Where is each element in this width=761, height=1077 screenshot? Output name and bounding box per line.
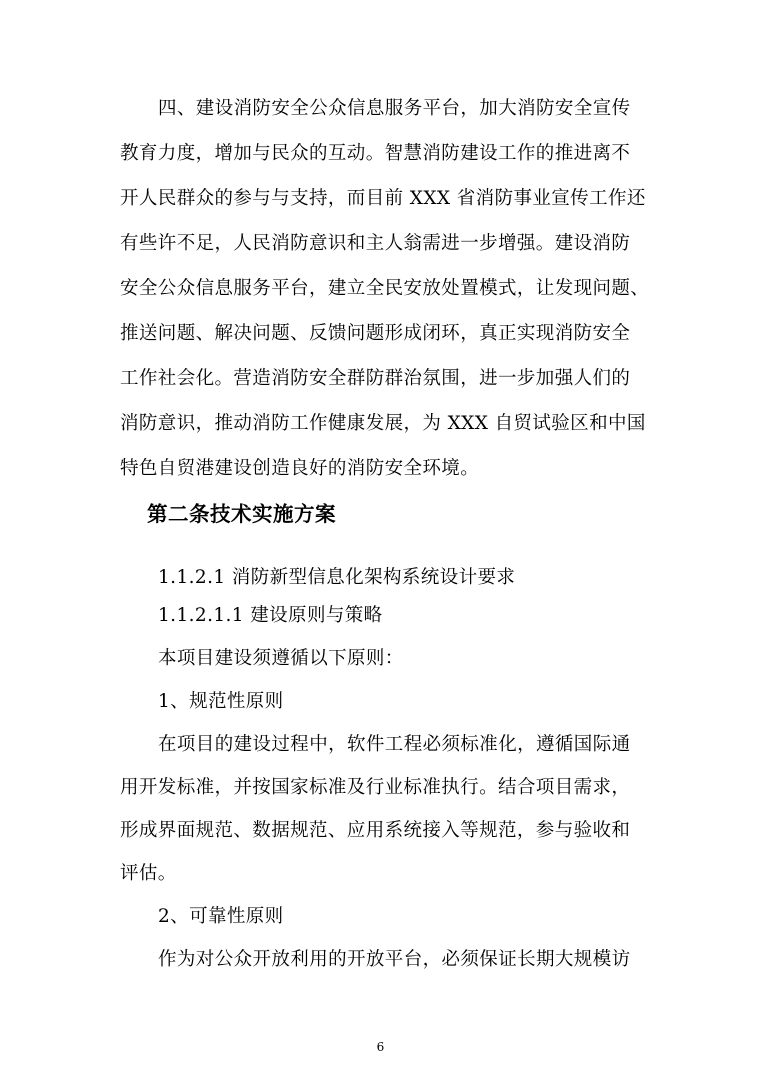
paragraph-1-line-2: 教育力度，增加与民众的互动。智慧消防建设工作的推进离不: [120, 143, 631, 164]
paragraph-1-line-7: 工作社会化。营造消防安全群防群治氛围，进一步加强人们的: [120, 368, 631, 389]
subheading-1: 1.1.2.1 消防新型信息化架构系统设计要求: [158, 567, 516, 588]
principle-1-line-4: 评估。: [120, 863, 177, 884]
paragraph-1-line-3: 开人民群众的参与与支持，而目前 XXX 省消防事业宣传工作还: [120, 188, 646, 209]
paragraph-1-line-8: 消防意识，推动消防工作健康发展，为 XXX 自贸试验区和中国: [120, 413, 646, 434]
page-number: 6: [376, 1040, 385, 1054]
principle-1-line-1: 在项目的建设过程中，软件工程必须标准化，遵循国际通: [158, 734, 631, 755]
principle-2-title: 2、可靠性原则: [158, 906, 284, 927]
paragraph-1-line-6: 推送问题、解决问题、反馈问题形成闭环，真正实现消防安全: [120, 323, 631, 344]
section-heading: 第二条技术实施方案: [147, 502, 336, 526]
intro-line: 本项目建设须遵循以下原则：: [158, 648, 404, 669]
subheading-2: 1.1.2.1.1 建设原则与策略: [158, 605, 383, 626]
paragraph-1-line-9: 特色自贸港建设创造良好的消防安全环境。: [120, 458, 480, 479]
principle-1-title: 1、规范性原则: [158, 691, 284, 712]
principle-2-line-1: 作为对公众开放利用的开放平台，必须保证长期大规模访: [158, 949, 631, 970]
paragraph-1-line-4: 有些许不足，人民消防意识和主人翁需进一步增强。建设消防: [120, 233, 631, 254]
principle-1-line-3: 形成界面规范、数据规范、应用系统接入等规范，参与验收和: [120, 820, 631, 841]
principle-1-line-2: 用开发标准，并按国家标准及行业标准执行。结合项目需求，: [120, 777, 631, 798]
paragraph-1-line-1: 四、建设消防安全公众信息服务平台，加大消防安全宣传: [158, 98, 631, 119]
paragraph-1-line-5: 安全公众信息服务平台，建立全民安放处置模式，让发现问题、: [120, 278, 650, 299]
